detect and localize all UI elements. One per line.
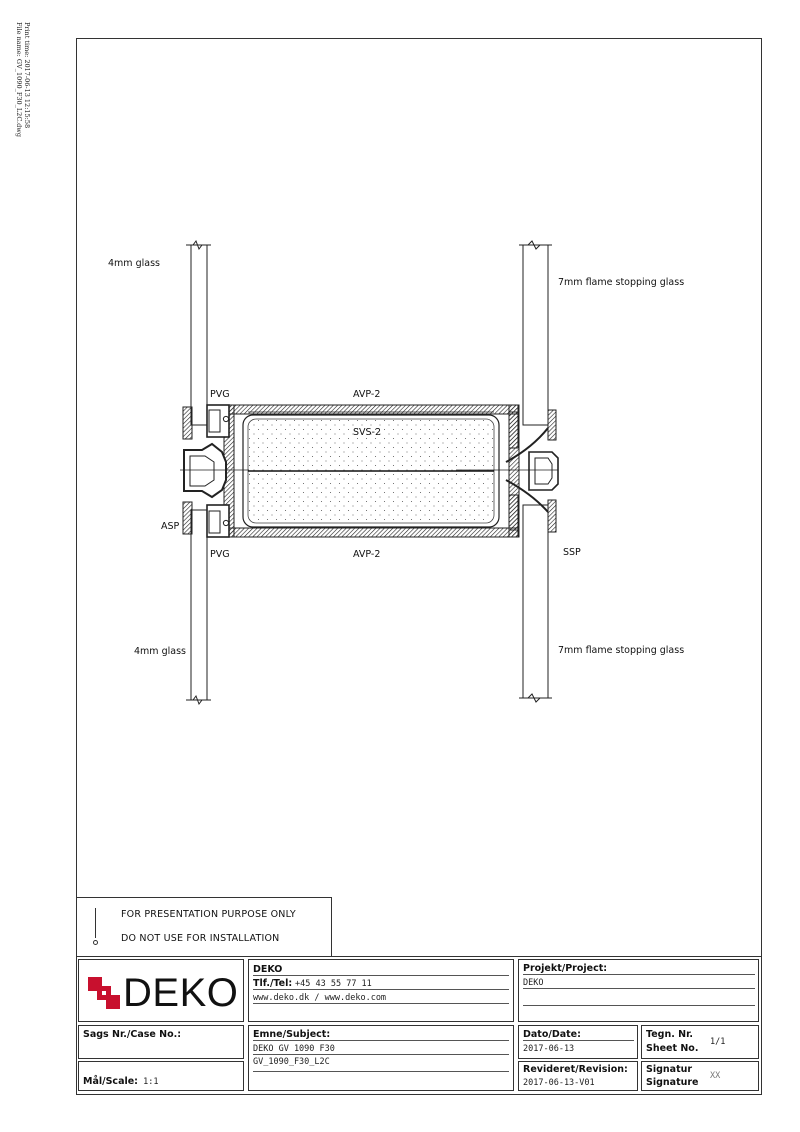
logo-text: DEKO bbox=[123, 971, 239, 1015]
project-label: Projekt/Project: bbox=[523, 963, 755, 975]
left-glass-top bbox=[186, 241, 211, 425]
revision-label: Revideret/Revision: bbox=[523, 1064, 628, 1075]
sheet-label-1: Tegn. Nr. bbox=[646, 1029, 694, 1040]
signature-label-1: Signatur bbox=[646, 1064, 693, 1075]
disclaimer-line-1: FOR PRESENTATION PURPOSE ONLY bbox=[121, 909, 296, 920]
label-avp-top: AVP-2 bbox=[353, 389, 381, 400]
project-value: DEKO bbox=[523, 978, 755, 989]
label-glass-right-top: 7mm flame stopping glass bbox=[558, 277, 685, 288]
disclaimer-box bbox=[76, 897, 332, 956]
label-glass-left-top: 4mm glass bbox=[108, 258, 160, 269]
label-glass-left-bottom: 4mm glass bbox=[134, 646, 186, 657]
sheet-cell bbox=[641, 1025, 759, 1059]
revision-cell bbox=[518, 1061, 638, 1091]
tel-value: +45 43 55 77 11 bbox=[295, 979, 372, 989]
signature-value: XX bbox=[710, 1071, 721, 1081]
label-glass-right-bottom: 7mm flame stopping glass bbox=[558, 645, 685, 656]
file-name: File name: GV_1090_F30_L2C.dwg bbox=[15, 22, 23, 138]
subject-line-1: DEKO GV 1090 F30 bbox=[253, 1044, 509, 1055]
case-cell bbox=[78, 1025, 244, 1059]
website-link[interactable]: www.deko.dk / www.deko.com bbox=[253, 993, 509, 1004]
date-value: 2017-06-13 bbox=[523, 1044, 575, 1054]
print-time: Print time: 2017-06-13 12:15:58 bbox=[23, 22, 31, 129]
right-glass-bottom bbox=[519, 505, 552, 702]
label-avp-bottom: AVP-2 bbox=[353, 549, 381, 560]
deko-logo-icon bbox=[88, 977, 120, 1009]
signature-cell bbox=[641, 1061, 759, 1091]
label-pvg-bottom: PVG bbox=[210, 549, 230, 560]
deko-logo bbox=[88, 971, 239, 1015]
sheet-value: 1/1 bbox=[710, 1037, 726, 1047]
disclaimer-line-2: DO NOT USE FOR INSTALLATION bbox=[121, 933, 280, 944]
tel-label: Tlf./Tel: bbox=[253, 978, 293, 989]
label-pvg-top: PVG bbox=[210, 389, 230, 400]
scale-label: Mål/Scale: bbox=[83, 1076, 138, 1087]
subject-line-2: GV_1090_F30_L2C bbox=[253, 1057, 509, 1072]
scale-value: 1:1 bbox=[143, 1077, 159, 1087]
info-mark-icon bbox=[95, 908, 96, 938]
company-cell bbox=[248, 959, 514, 1022]
label-asp: ASP bbox=[161, 521, 180, 532]
label-svs: SVS-2 bbox=[353, 427, 382, 438]
sheet-label-2: Sheet No. bbox=[646, 1043, 699, 1054]
subject-cell bbox=[248, 1025, 514, 1091]
subject-label: Emne/Subject: bbox=[253, 1029, 509, 1041]
project-cell bbox=[518, 959, 759, 1022]
project-line-3 bbox=[523, 993, 755, 1006]
revision-value: 2017-06-13-V01 bbox=[523, 1078, 595, 1088]
signature-label-2: Signature bbox=[646, 1077, 699, 1088]
left-glass-bottom bbox=[186, 510, 211, 704]
right-glass-top bbox=[519, 241, 552, 425]
date-cell bbox=[518, 1025, 638, 1059]
company-name: DEKO bbox=[253, 964, 509, 976]
date-label: Dato/Date: bbox=[523, 1029, 634, 1041]
scale-cell bbox=[78, 1061, 244, 1091]
info-dot-icon bbox=[93, 940, 98, 945]
label-ssp: SSP bbox=[563, 547, 581, 558]
case-label: Sags Nr./Case No.: bbox=[83, 1029, 182, 1040]
